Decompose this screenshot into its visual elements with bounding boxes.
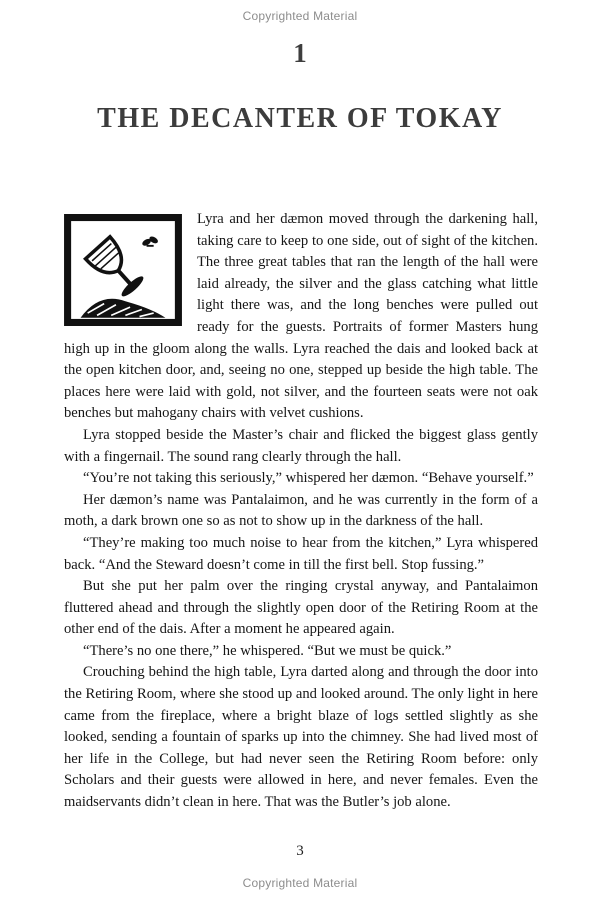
chapter-title: THE DECANTER OF TOKAY	[97, 103, 503, 134]
copyright-notice-bottom: Copyrighted Material	[242, 876, 358, 890]
decanter-glass-icon	[64, 214, 182, 326]
page-number: 3	[296, 843, 304, 859]
body-paragraph: “You’re not taking this seriously,” whispered her dæmon. “Behave yourself.”	[83, 470, 534, 487]
chapter-woodcut-illustration	[64, 214, 182, 326]
body-paragraph: Lyra stopped beside the Master’s chair and flicked the biggest glass gently with a fingernail. The sound rang clearly through the hall.	[64, 426, 538, 465]
body-paragraph: “There’s no one there,” he whispered. “But we must be quick.”	[83, 642, 452, 659]
body-paragraph	[64, 209, 538, 425]
body-paragraph: Crouching behind the high table, Lyra darted along and through the door into the Retiring Room, where she stood up and looked around. The only light in here came from the fireplace, where a bright blaze of logs settled slightly as she looked, sending a fountain of sparks up into the chimney. She had lived most of her life in the College, but had never seen the Retiring Room before: only Scholars and their guests were allowed in here, and never females. Even the maidservants didn’t clean in here. That was the Butler’s job alone.	[64, 664, 538, 811]
body-paragraph: Her dæmon’s name was Pantalaimon, and he was currently in the form of a moth, a dark brown one so as not to show up in the darkness of the hall.	[64, 491, 538, 530]
paragraph-text: Lyra and her dæmon moved through the darkening hall, taking care to keep to one side, out of sight of the kitchen. The three great tables that ran the length of the hall were laid already, the silver and the glass catching what little light there was, and the long benches were pulled out ready for the guests. Portraits of former Masters hung high up in the gloom along the walls. Lyra reached the dais and looked back at the open kitchen door, and, seeing no one, stepped up beside the high table. The places here were laid with gold, not silver, and the fourteen seats were not oak benches but mahogany chairs with velvet cushions.	[64, 211, 538, 422]
body-paragraph: “They’re making too much noise to hear from the kitchen,” Lyra whispered back. “And the Steward doesn’t come in till the first bell. Stop fussing.”	[64, 534, 538, 573]
body-text	[64, 209, 538, 814]
body-paragraph: But she put her palm over the ringing crystal anyway, and Pantalaimon fluttered ahead and through the slightly open door of the Retiring Room at the other end of the dais. After a moment he appeared again.	[64, 578, 538, 638]
chapter-number: 1	[293, 38, 307, 68]
copyright-notice-top: Copyrighted Material	[242, 9, 358, 23]
